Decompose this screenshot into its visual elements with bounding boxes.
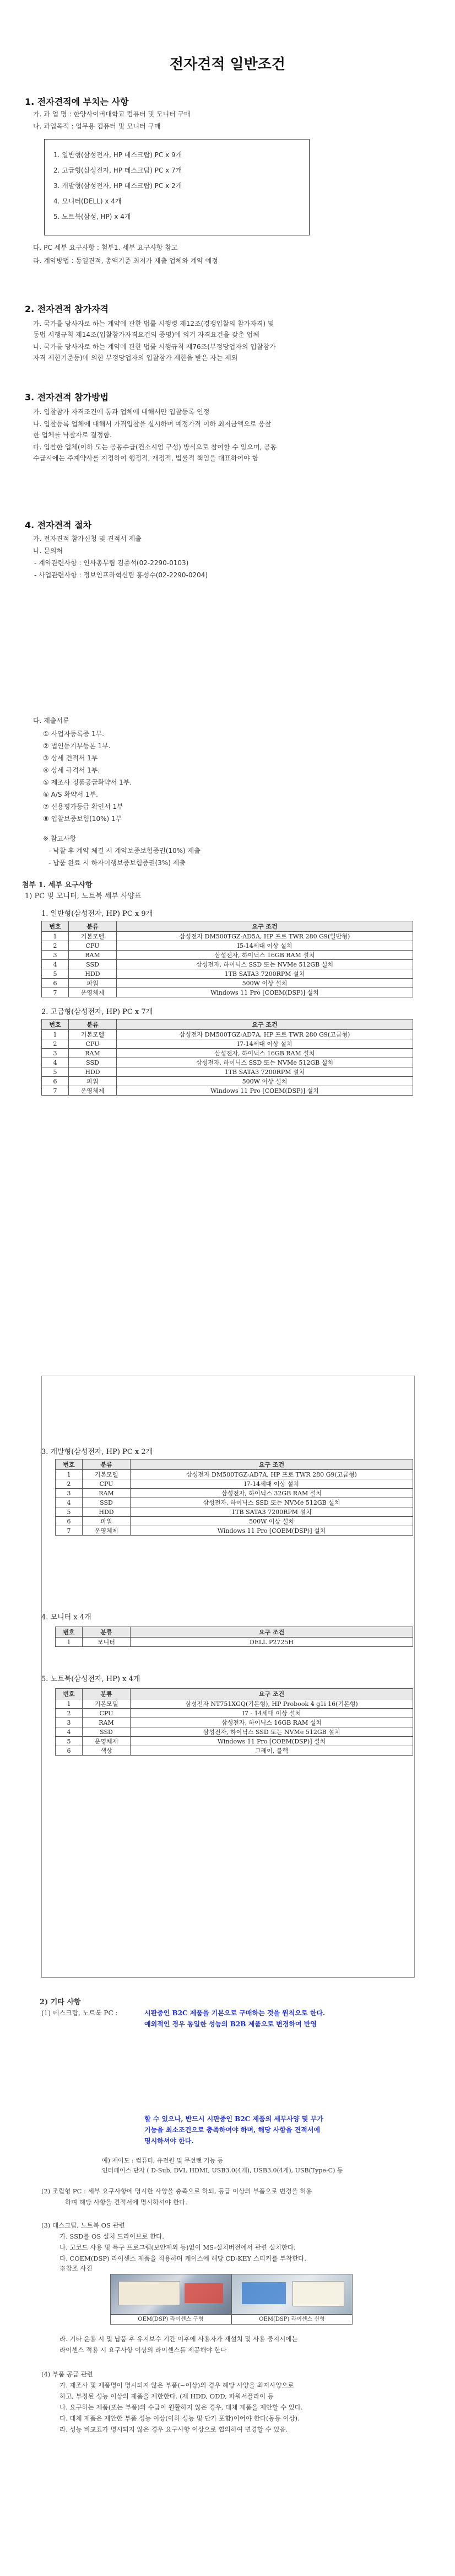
caption-old: OEM(DSP) 라이센스 구형 [110, 2315, 231, 2325]
table-row [56, 1746, 413, 1756]
cell: RAM [83, 1489, 131, 1498]
section-1-heading: 1. 전자견적에 부치는 사항 [25, 96, 129, 107]
col-header-category: 분류 [69, 1019, 117, 1030]
other-p3b: 라이센스 적용 시 요구사항 이상의 라이센스를 제공해야 한다 [59, 2346, 227, 2354]
table-row [42, 1058, 413, 1067]
s3-line-3: 한 업체를 낙찰자로 결정함. [33, 431, 112, 439]
s4-line-2: 나. 문의처 [33, 547, 63, 555]
table-4-title: 4. 모니터 x 4개 [41, 1613, 91, 1622]
table-row [56, 1737, 413, 1746]
cell: RAM [83, 1718, 131, 1727]
cell: 2 [56, 1479, 83, 1489]
cell: 5 [56, 1507, 83, 1517]
table-row [42, 941, 413, 951]
section-3-heading: 3. 전자견적 참가방법 [25, 392, 109, 402]
cell: I5-14세대 이상 설치 [117, 941, 413, 951]
cell: 7 [56, 1526, 83, 1536]
col-header-no: 번호 [56, 1627, 83, 1638]
spec-table-monitor [55, 1627, 413, 1647]
cell: 모니터 [83, 1638, 131, 1647]
spec-table-developer [55, 1459, 413, 1536]
table-row [56, 1727, 413, 1737]
col-header-no: 번호 [42, 921, 69, 932]
cell: 기본모델 [83, 1470, 131, 1479]
cell: 기본모델 [83, 1699, 131, 1709]
other-p3: ※참조 사진 [59, 2264, 93, 2272]
col-header-requirement: 요구 조건 [131, 1459, 413, 1470]
cell: HDD [69, 969, 117, 979]
table-row [42, 1030, 413, 1039]
cell: SSD [83, 1727, 131, 1737]
spec-table-premium [41, 1019, 413, 1096]
s3-line-1: 가. 입찰참가 자격조건에 통과 업체에 대해서만 입찰등록 인정 [33, 408, 210, 416]
other-p4: 다. 대체 제품은 제안한 부품 성능 이상(이하 성능 및 단가 포함)이어야 한다(동등 이상). [59, 2414, 300, 2422]
table-row [56, 1526, 413, 1536]
other-p3: 다. COEM(DSP) 라이센스 제품을 적용하며 케이스에 해당 CD-KEY 스티커를 부착한다. [59, 2255, 306, 2262]
cell: 1 [56, 1470, 83, 1479]
table-row [42, 969, 413, 979]
s3-line-2: 나. 입찰등록 업체에 대해서 가격입찰을 실시하며 예정가격 이하 최저금액으로 응찰 [33, 420, 272, 428]
table-row [42, 932, 413, 941]
doc-item: ① 사업자등록증 1부. [43, 730, 104, 738]
col-header-requirement: 요구 조건 [131, 1627, 413, 1638]
table-row [56, 1489, 413, 1498]
cell: 운영체제 [69, 988, 117, 997]
cell: 삼성전자, 하이닉스 16GB RAM 설치 [131, 1718, 413, 1727]
cell: Windows 11 Pro [COEM(DSP)] 설치 [117, 1086, 413, 1096]
other-p3b: 라. 기타 운용 시 및 납품 후 유지보수 기간 이후에 사용자가 재설치 및 사용 중지시에는 [59, 2335, 298, 2343]
other-p1-label: (1) 데스크탑, 노트북 PC : [41, 2009, 118, 2017]
doc-item: ② 법인등기부등본 1부. [43, 742, 111, 750]
cell: 삼성전자 DM500TGZ-AD7A, HP 프로 TWR 280 G9(고급형) [117, 1030, 413, 1039]
table-row [42, 1049, 413, 1058]
table-row [42, 1077, 413, 1086]
other-p4: 하고, 부정된 성능 이상의 제품을 제한한다. (제 HDD, ODD, 파워서플라이 등 [59, 2392, 274, 2400]
box-item-5: 5. 노트북(삼성, HP) x 4개 [53, 213, 131, 221]
doc-item: ③ 상세 견적서 1부 [43, 754, 98, 762]
table-header-row [42, 1019, 413, 1030]
cell: 4 [42, 1058, 69, 1067]
page-title: 전자견적 일반조건 [170, 56, 285, 73]
box-item-1: 1. 일반형(삼성전자, HP 데스크탑) PC x 9개 [53, 151, 182, 159]
table-row [42, 960, 413, 969]
cell: 삼성전자, 하이닉스 SSD 또는 NVMe 512GB 설치 [131, 1498, 413, 1507]
box-item-2: 2. 고급형(삼성전자, HP 데스크탑) PC x 7개 [53, 167, 182, 174]
cell: 6 [56, 1746, 83, 1756]
cell: CPU [69, 1039, 117, 1049]
cell: 1 [56, 1638, 83, 1647]
cell: CPU [83, 1709, 131, 1718]
table-row [56, 1638, 413, 1647]
license-sticker-old-photo [110, 2274, 231, 2315]
cell: Windows 11 Pro [COEM(DSP)] 설치 [117, 988, 413, 997]
doc-item: ⑦ 신용평가등급 확인서 1부 [43, 803, 123, 811]
other-p2: 하며 해당 사항을 견적서에 명시하셔야 한다. [65, 2198, 187, 2206]
cell: 500W 이상 설치 [131, 1517, 413, 1526]
cell: 3 [56, 1489, 83, 1498]
cell: 기본모델 [69, 1030, 117, 1039]
cell: 삼성전자, 하이닉스 SSD 또는 NVMe 512GB 설치 [131, 1727, 413, 1737]
col-header-requirement: 요구 조건 [117, 921, 413, 932]
cell: CPU [83, 1479, 131, 1489]
table-row [56, 1479, 413, 1489]
s2-line-3: 나. 국가를 당사자로 하는 계약에 관한 법률 시행규칙 제76조(부정당업자의 입찰참가 [33, 343, 276, 351]
cell: 삼성전자 DM500TGZ-AD5A, HP 프로 TWR 280 G9(일반형) [117, 932, 413, 941]
cell: 운영체제 [83, 1737, 131, 1746]
cell: 삼성전자, 하이닉스 16GB RAM 설치 [117, 951, 413, 960]
caption-new: OEM(DSP) 라이센스 신형 [231, 2315, 353, 2325]
other-p3: 나. 고코드 사용 및 특구 프로그램(보안제외 등)없이 MS-설치버전에서 관련 설치한다. [59, 2244, 296, 2251]
s1-line-3: 다. PC 세부 요구사항 : 첨부1. 세부 요구사항 참고 [33, 244, 178, 251]
sticker-shape [118, 2281, 180, 2305]
col-header-requirement: 요구 조건 [131, 1689, 413, 1699]
cell: 1 [56, 1699, 83, 1709]
doc-item: ④ 상세 규격서 1부. [43, 766, 100, 774]
cell: 500W 이상 설치 [117, 1077, 413, 1086]
s1-line-2: 나. 과업목적 : 업무용 컴퓨터 및 모니터 구매 [33, 122, 161, 130]
cell: CPU [69, 941, 117, 951]
cell: 2 [56, 1709, 83, 1718]
cell: I7 - 14세대 이상 설치 [131, 1709, 413, 1718]
cell: 7 [42, 988, 69, 997]
s3-line-5: 수급시에는 주계약사를 지정하여 행정적, 재정적, 법률적 책임을 대표하여야 함 [33, 454, 259, 462]
s1-line-1: 가. 과 업 명 : 한양사이버대학교 컴퓨터 및 모니터 구매 [33, 110, 191, 118]
other-p4: 가. 제조사 및 제품명이 명시되지 않은 부품(~이상)의 경우 해당 사양을 최저사양으로 [59, 2381, 294, 2389]
cell: 파워 [69, 979, 117, 988]
table-row [42, 1086, 413, 1096]
box-item-3: 3. 개발형(삼성전자, HP 데스크탑) PC x 2개 [53, 182, 182, 190]
other-p4: (4) 부품 공급 관련 [41, 2370, 93, 2378]
note-line: - 낙찰 후 계약 체결 시 계약보증보험증권(10%) 제출 [48, 847, 201, 855]
table-header-row [42, 921, 413, 932]
other-p3: 가. SSD를 OS 설치 드라이브로 한다. [59, 2232, 164, 2240]
cell: RAM [69, 1049, 117, 1058]
documents-heading: 다. 제출서류 [33, 717, 69, 724]
cell: 삼성전자, 하이닉스 32GB RAM 설치 [131, 1489, 413, 1498]
col-header-no: 번호 [56, 1689, 83, 1699]
cell: SSD [69, 1058, 117, 1067]
cell: 1 [42, 1030, 69, 1039]
notes-heading: ※ 참고사항 [43, 835, 77, 842]
cell: Windows 11 Pro [COEM(DSP)] 설치 [131, 1737, 413, 1746]
cell: 3 [42, 1049, 69, 1058]
cell: 운영체제 [83, 1526, 131, 1536]
cell: SSD [69, 960, 117, 969]
license-sticker-new-photo [231, 2274, 353, 2315]
table-row [42, 988, 413, 997]
cell: SSD [83, 1498, 131, 1507]
col-header-no: 번호 [56, 1459, 83, 1470]
box-item-4: 4. 모니터(DELL) x 4개 [53, 197, 122, 205]
s1-line-4: 라. 계약방법 : 동일견적, 총액기준 최저가 제출 업체와 계약 예정 [33, 257, 218, 265]
table-row [56, 1470, 413, 1479]
s2-line-2: 동법 시행규칙 제14조(입찰참가자격요건의 증명)에 의거 자격요건을 갖춘 업체 [33, 331, 259, 339]
section-4-heading: 4. 전자견적 절차 [25, 520, 92, 530]
cell: 3 [42, 951, 69, 960]
cell: 5 [42, 969, 69, 979]
table-2-title: 2. 고급형(삼성전자, HP) PC x 7개 [41, 1008, 153, 1016]
cell: 파워 [69, 1077, 117, 1086]
col-header-requirement: 요구 조건 [117, 1019, 413, 1030]
s4-line-1: 가. 전자견적 참가신청 및 견적서 제출 [33, 535, 142, 543]
cell: 2 [42, 1039, 69, 1049]
other-p1-note: 인터페이스 단자 ( D-Sub, DVI, HDMI, USB3.0(4개), USB3.0(4개), USB(Type-C) 등 [102, 2167, 343, 2174]
spec-table-notebook [55, 1688, 413, 1756]
cell: 1TB SATA3 7200RPM 설치 [117, 969, 413, 979]
other-p4: 라. 성능 비교표가 명시되지 않은 경우 요구사항 이상으로 협의하여 변경할 수 있음. [59, 2425, 288, 2433]
table-header-row [56, 1627, 413, 1638]
other-p4: 나. 요구하는 제품(또는 부품)의 수급이 원활하지 않은 경우, 대체 제품을 제안할 수 있다. [59, 2403, 303, 2411]
cell: HDD [83, 1507, 131, 1517]
table-row [56, 1709, 413, 1718]
cell: Windows 11 Pro [COEM(DSP)] 설치 [131, 1526, 413, 1536]
cell: 삼성전자 DM500TGZ-AD7A, HP 프로 TWR 280 G9(고급형) [131, 1470, 413, 1479]
other-p1-blue: 예외적인 경우 동일한 성능의 B2B 제품으로 변경하여 반영 [144, 2020, 317, 2028]
purchase-items-box [44, 139, 310, 235]
other-p1-blue: 명시하셔야 한다. [144, 2137, 194, 2145]
table-1-title: 1. 일반형(삼성전자, HP) PC x 9개 [41, 910, 153, 918]
table-3-title: 3. 개발형(삼성전자, HP) PC x 2개 [41, 1448, 153, 1456]
cell: I7-14세대 이상 설치 [117, 1039, 413, 1049]
table-row [42, 1067, 413, 1077]
other-p1-blue: 시판중인 B2C 제품을 기본으로 구매하는 것을 원칙으로 한다. [144, 2009, 326, 2017]
cell: 삼성전자, 하이닉스 16GB RAM 설치 [117, 1049, 413, 1058]
cell: 그레이, 블랙 [131, 1746, 413, 1756]
cell: HDD [69, 1067, 117, 1077]
table-header-row [56, 1689, 413, 1699]
doc-item: ⑥ A/S 확약서 1부. [43, 791, 98, 798]
cell: 1TB SATA3 7200RPM 설치 [131, 1507, 413, 1517]
sticker-shape [185, 2283, 223, 2303]
sticker-shape [292, 2281, 344, 2306]
s2-line-1: 가. 국가를 당사자로 하는 계약에 관한 법률 시행령 제12조(경쟁입찰의 참가자격) 및 [33, 320, 274, 328]
cell: 500W 이상 설치 [117, 979, 413, 988]
col-header-no: 번호 [42, 1019, 69, 1030]
s2-line-4: 자격 제한기준등)에 의한 부정당업자의 입찰참가 제한을 받은 자는 제외 [33, 354, 238, 362]
table-row [42, 1039, 413, 1049]
table-row [56, 1699, 413, 1709]
cell: 1TB SATA3 7200RPM 설치 [117, 1067, 413, 1077]
table-row [42, 979, 413, 988]
other-p1-blue: 할 수 있으나, 반드시 시판중인 B2C 제품의 세부사양 및 부가 [144, 2115, 323, 2123]
table-header-row [56, 1459, 413, 1470]
cell: 4 [42, 960, 69, 969]
cell: 7 [42, 1086, 69, 1096]
other-p1-blue: 기능을 최소조건으로 충족하여야 하며, 해당 사항을 견적서에 [144, 2126, 321, 2134]
cell: 2 [42, 941, 69, 951]
table-row [56, 1507, 413, 1517]
cell: 6 [42, 1077, 69, 1086]
col-header-category: 분류 [69, 921, 117, 932]
col-header-category: 분류 [83, 1459, 131, 1470]
cell: 삼성전자, 하이닉스 SSD 또는 NVMe 512GB 설치 [117, 1058, 413, 1067]
cell: 색상 [83, 1746, 131, 1756]
cell: 6 [42, 979, 69, 988]
cell: 4 [56, 1498, 83, 1507]
cell: 5 [42, 1067, 69, 1077]
col-header-category: 분류 [83, 1689, 131, 1699]
doc-item: ⑧ 입찰보증보험(10%) 1부 [43, 815, 122, 823]
section-2-heading: 2. 전자견적 참가자격 [25, 304, 109, 314]
other-p1-note: 예) 제어도 : 컴퓨터, 유전원 및 무선랜 기능 등 [102, 2157, 224, 2164]
s4-contact-2: - 사업관련사항 : 정보인프라혁신팀 홍성수(02-2290-0204) [34, 571, 208, 579]
cell: 삼성전자, 하이닉스 SSD 또는 NVMe 512GB 설치 [117, 960, 413, 969]
cell: 5 [56, 1737, 83, 1746]
other-heading: 2) 기타 사항 [40, 1998, 81, 2006]
cell: 3 [56, 1718, 83, 1727]
other-p3: (3) 데스크탑, 노트북 OS 관련 [41, 2221, 125, 2229]
attachment-subheading: 1) PC 및 모니터, 노트북 세부 사양표 [25, 892, 142, 900]
cell: 1 [42, 932, 69, 941]
cell: 기본모델 [69, 932, 117, 941]
col-header-category: 분류 [83, 1627, 131, 1638]
cell: 6 [56, 1517, 83, 1526]
cell: I7-14세대 이상 설치 [131, 1479, 413, 1489]
table-row [56, 1718, 413, 1727]
other-p2: (2) 조립형 PC : 세부 요구사항에 명시한 사양을 충족으로 하되, 등급 이상의 부품으로 변경을 허용 [41, 2187, 312, 2195]
spec-table-general [41, 921, 413, 997]
table-row [56, 1498, 413, 1507]
note-line: - 납품 완료 시 하자이행보증보험증권(3%) 제출 [48, 859, 186, 867]
attachment-heading: 첨부 1. 세부 요구사항 [22, 881, 93, 889]
cell: 삼성전자 NT751XGQ(기본형), HP Probook 4 g1i 16(기본형) [131, 1699, 413, 1709]
cell: 4 [56, 1727, 83, 1737]
cell: 운영체제 [69, 1086, 117, 1096]
table-row [56, 1517, 413, 1526]
sticker-shape [242, 2282, 286, 2304]
s4-contact-1: - 계약관련사항 : 인사총무팀 김종석(02-2290-0103) [34, 559, 189, 567]
cell: RAM [69, 951, 117, 960]
cell: 파워 [83, 1517, 131, 1526]
doc-item: ⑤ 제조사 정품공급확약서 1부. [43, 779, 132, 786]
s3-line-4: 다. 입찰한 업체(이하 도는 공동수급(컨소시엄 구성) 방식으로 참여할 수 있으며, 공동 [33, 443, 277, 451]
table-row [42, 951, 413, 960]
cell: DELL P2725H [131, 1638, 413, 1647]
table-5-title: 5. 노트북(삼성전자, HP) x 4개 [41, 1675, 140, 1683]
